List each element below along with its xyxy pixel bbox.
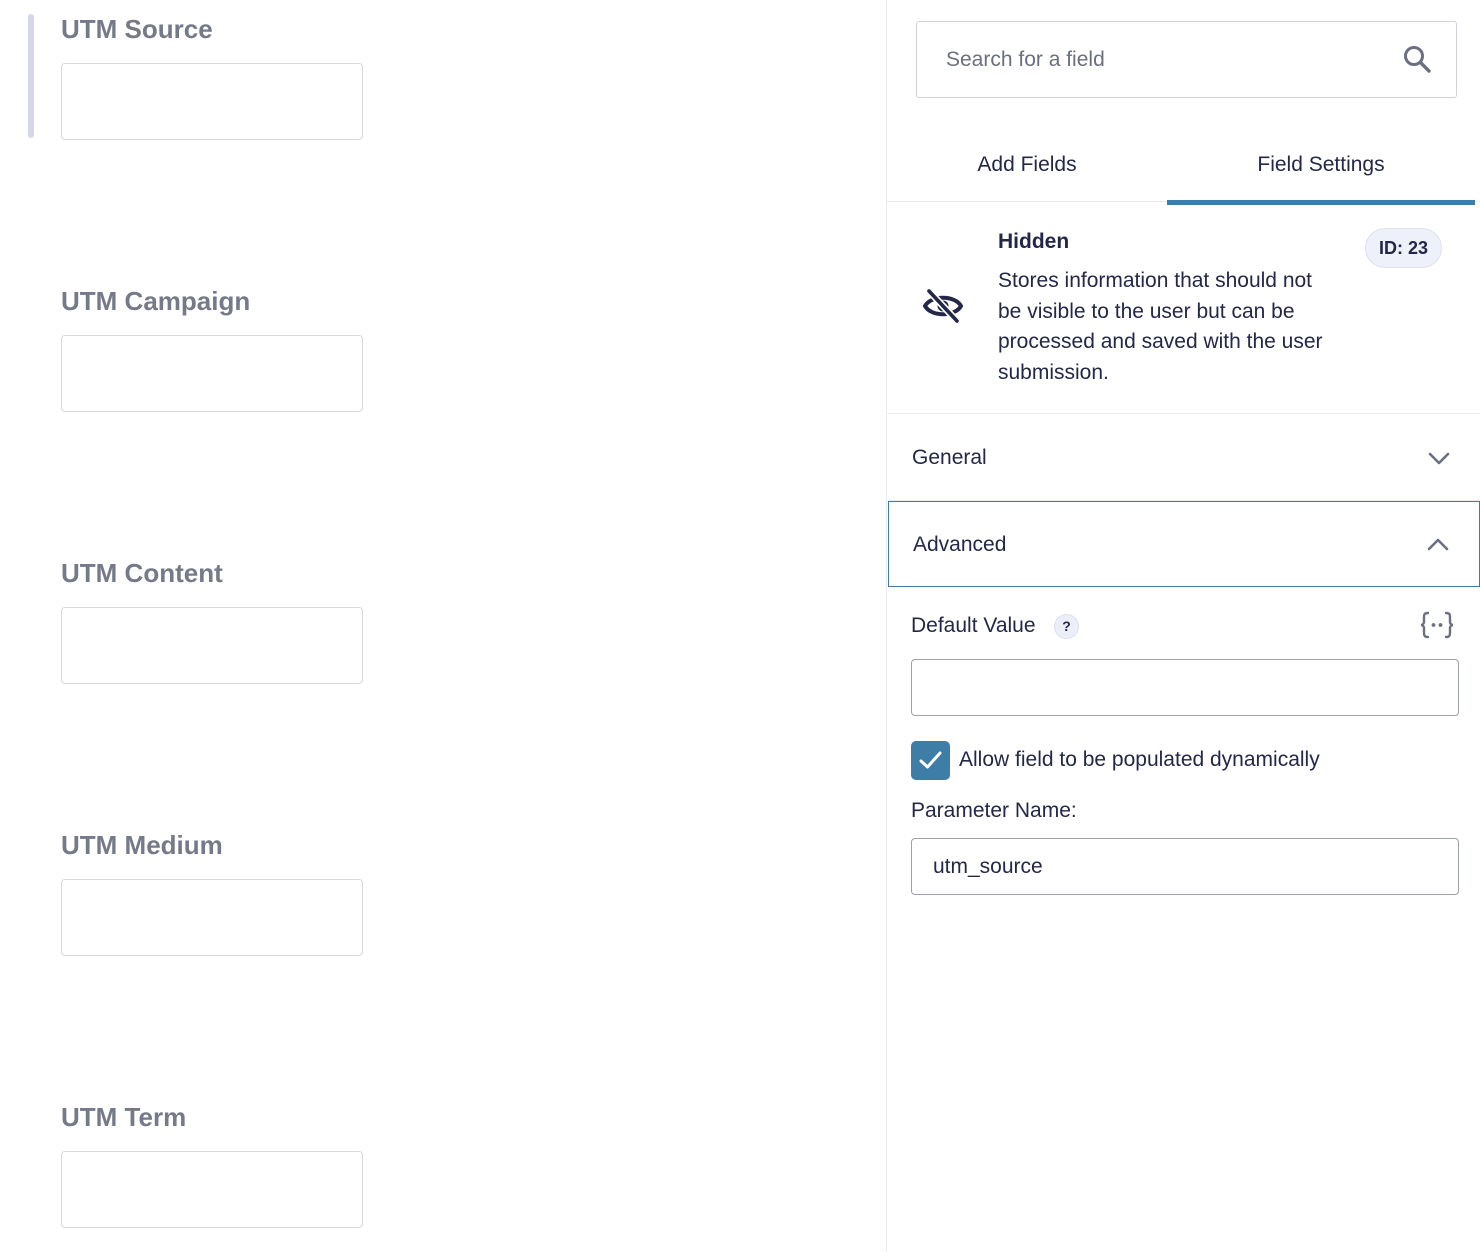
field-input-preview[interactable] (61, 335, 363, 412)
settings-sidebar (886, 0, 1480, 1252)
panel-title: General (912, 446, 987, 469)
field-search (916, 21, 1457, 98)
form-field-utm-term[interactable] (61, 1102, 363, 1132)
panel-general-header[interactable] (888, 415, 1480, 501)
field-input-preview[interactable] (61, 63, 363, 140)
form-field-utm-medium[interactable] (61, 830, 363, 860)
parameter-name-label: Parameter Name: (911, 799, 1077, 822)
field-type-title: Hidden (998, 230, 1070, 253)
panel-title: Advanced (913, 533, 1007, 556)
field-input-preview[interactable] (61, 879, 363, 956)
dynamic-population-checkbox[interactable] (911, 741, 950, 780)
field-label: UTM Source (61, 14, 213, 44)
default-value-input[interactable] (911, 659, 1459, 716)
dynamic-population-label[interactable]: Allow field to be populated dynamically (959, 748, 1320, 771)
help-icon[interactable]: ? (1054, 614, 1079, 639)
field-type-info (887, 202, 1480, 414)
field-label: UTM Campaign (61, 286, 251, 316)
tab-field-settings[interactable]: Field Settings (1257, 153, 1385, 176)
eye-off-icon (923, 288, 963, 324)
form-field-utm-campaign[interactable] (61, 286, 363, 316)
form-field-utm-content[interactable] (61, 558, 363, 588)
field-label: UTM Content (61, 558, 223, 588)
selected-field-indicator (28, 14, 34, 138)
search-icon[interactable] (1402, 44, 1432, 74)
field-id-badge: ID: 23 (1365, 228, 1442, 268)
field-label: UTM Medium (61, 830, 223, 860)
field-input-preview[interactable] (61, 1151, 363, 1228)
field-label: UTM Term (61, 1102, 187, 1132)
form-field-utm-source[interactable] (61, 14, 363, 44)
default-value-label: Default Value (911, 614, 1036, 637)
sidebar-tabs (887, 126, 1480, 202)
search-input[interactable] (917, 22, 1387, 97)
checkmark-icon (919, 750, 942, 771)
tab-add-fields[interactable]: Add Fields (977, 153, 1077, 176)
merge-tag-icon[interactable] (1419, 610, 1455, 640)
chevron-down-icon (1428, 448, 1450, 468)
parameter-name-input[interactable] (911, 838, 1459, 895)
field-type-description: Stores information that should not be visible to the user but can be processed and saved with the user submission. (998, 269, 1323, 384)
chevron-up-icon (1427, 535, 1449, 555)
panel-advanced-header[interactable] (888, 501, 1480, 587)
field-input-preview[interactable] (61, 607, 363, 684)
